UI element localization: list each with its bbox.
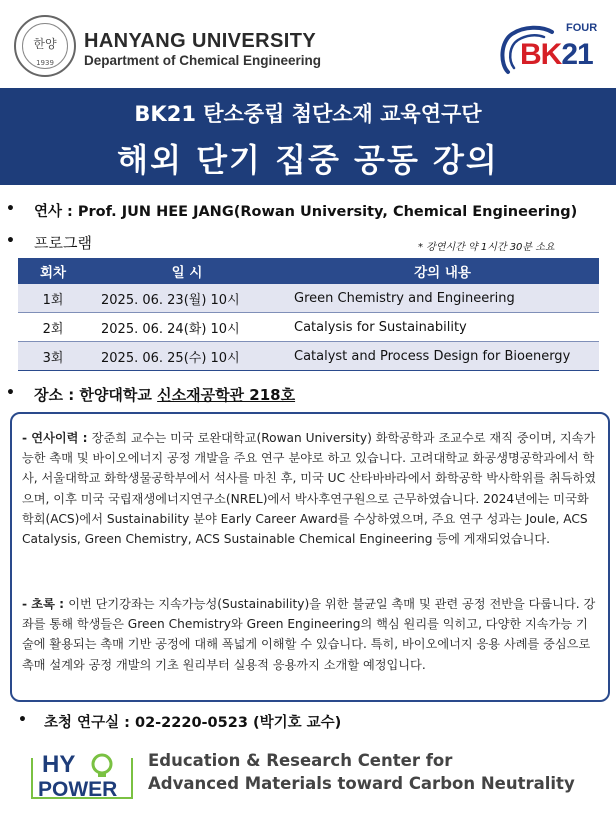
row-topic: Catalysis for Sustainability (286, 313, 599, 342)
venue-room: 신소재공학관 218호 (157, 386, 296, 404)
seal-center-text: 한양 (33, 37, 57, 51)
footer-title-line1: Education & Research Center for (148, 751, 453, 770)
table-row (18, 313, 599, 342)
row-session: 1회 (18, 284, 88, 313)
row-datetime: 2025. 06. 24(화) 10시 (88, 313, 286, 342)
row-datetime: 2025. 06. 23(월) 10시 (88, 284, 286, 313)
abstract (22, 594, 598, 675)
bk-letters: BK (520, 38, 562, 71)
logo-bottom-text: POWER (38, 778, 118, 801)
bullet-icon: • (18, 712, 27, 728)
table-header-row (18, 258, 599, 284)
speaker-bio (22, 428, 598, 549)
row-session: 3회 (18, 342, 88, 371)
bullet-icon: • (6, 385, 15, 401)
venue-line (34, 384, 295, 405)
header-session: 회차 (18, 258, 88, 284)
logo-top-text: HY (42, 751, 76, 778)
university-name: HANYANG UNIVERSITY (84, 30, 317, 52)
lecturer-line: 연사 : Prof. JUN HEE JANG(Rowan University, Chemical Engineering) (34, 204, 578, 220)
bulb-icon (93, 755, 111, 773)
program-label: 프로그램 (34, 234, 92, 252)
row-session: 2회 (18, 313, 88, 342)
header-topic: 강의 내용 (286, 258, 599, 284)
bio-label: - 연사이력 : (22, 431, 92, 445)
banner-subtitle: BK21 탄소중립 첨단소재 교육연구단 (134, 102, 482, 126)
seal-year: 1939 (36, 59, 54, 67)
table-row (18, 284, 599, 313)
footer-title-line2: Advanced Materials toward Carbon Neutrality (148, 774, 575, 793)
duration-note: * 강연시간 약 1시간 30분 소요 (418, 242, 555, 253)
row-topic: Green Chemistry and Engineering (286, 284, 599, 313)
department-name: Department of Chemical Engineering (84, 53, 322, 68)
schedule-table (18, 258, 599, 371)
bk-number: 21 (561, 38, 593, 71)
bio-text: 장준희 교수는 미국 로완대학교(Rowan University) 화학공학과 조교수로 재직 중이며, 지속가능한 촉매 및 바이오에너지 공정 개발을 주요 연구 분야로 하고 있습니다. 고려대학교 화공생명공학과에서 학사, 서울대학교 화학생물공학부에서 석사를 마친 후, 미국 UC 산타바바라에서 화학공학 박사학위를 취득하였으며, 이후 미국 국립재생에너지연구소(NREL)에서 박사후연구원으로 근무하였습니다. 2024년에는 미국화학회(ACS)에서 Sustainability 분야 Early Career Award를 수상하였으며, 주요 연구 성과는 Joule, ACS Catalysis, Green Chemistry, ACS Sustainable Chemical Engineering 등에 게재되었습니다. (22, 431, 597, 547)
banner-title: 해외 단기 집중 공동 강의 (117, 141, 499, 179)
bk-four-label: FOUR (566, 22, 598, 34)
bk21-wordmark (520, 38, 593, 72)
row-topic: Catalyst and Process Design for Bioenergy (286, 342, 599, 371)
bullet-icon: • (6, 201, 15, 217)
header-datetime: 일 시 (88, 258, 286, 284)
bullet-icon: • (6, 233, 15, 249)
abstract-label: - 초록 : (22, 597, 69, 611)
row-datetime: 2025. 06. 25(수) 10시 (88, 342, 286, 371)
table-row (18, 342, 599, 371)
venue-prefix: 장소 : 한양대학교 (34, 386, 158, 404)
contact-line: 초청 연구실 : 02-2220-0523 (박기호 교수) (44, 715, 342, 731)
bulb-base (98, 772, 106, 777)
abstract-text: 이번 단기강좌는 지속가능성(Sustainability)을 위한 불균일 촉매 및 관련 공정 전반을 다룹니다. 강좌를 통해 학생들은 Green Chemistry와 Green Engineering의 핵심 원리를 익히고, 다양한 지속가능 기술에 활용되는 촉매 기반 공정에 대해 폭넓게 이해할 수 있습니다. 특히, 바이오에너지 응용 사례를 중심으로 촉매 설계와 공정 개발의 기초 원리부터 실용적 응용까지 소개할 예정입니다. (22, 597, 596, 672)
hanyang-seal-logo (14, 15, 76, 77)
hy-power-logo (28, 748, 136, 804)
